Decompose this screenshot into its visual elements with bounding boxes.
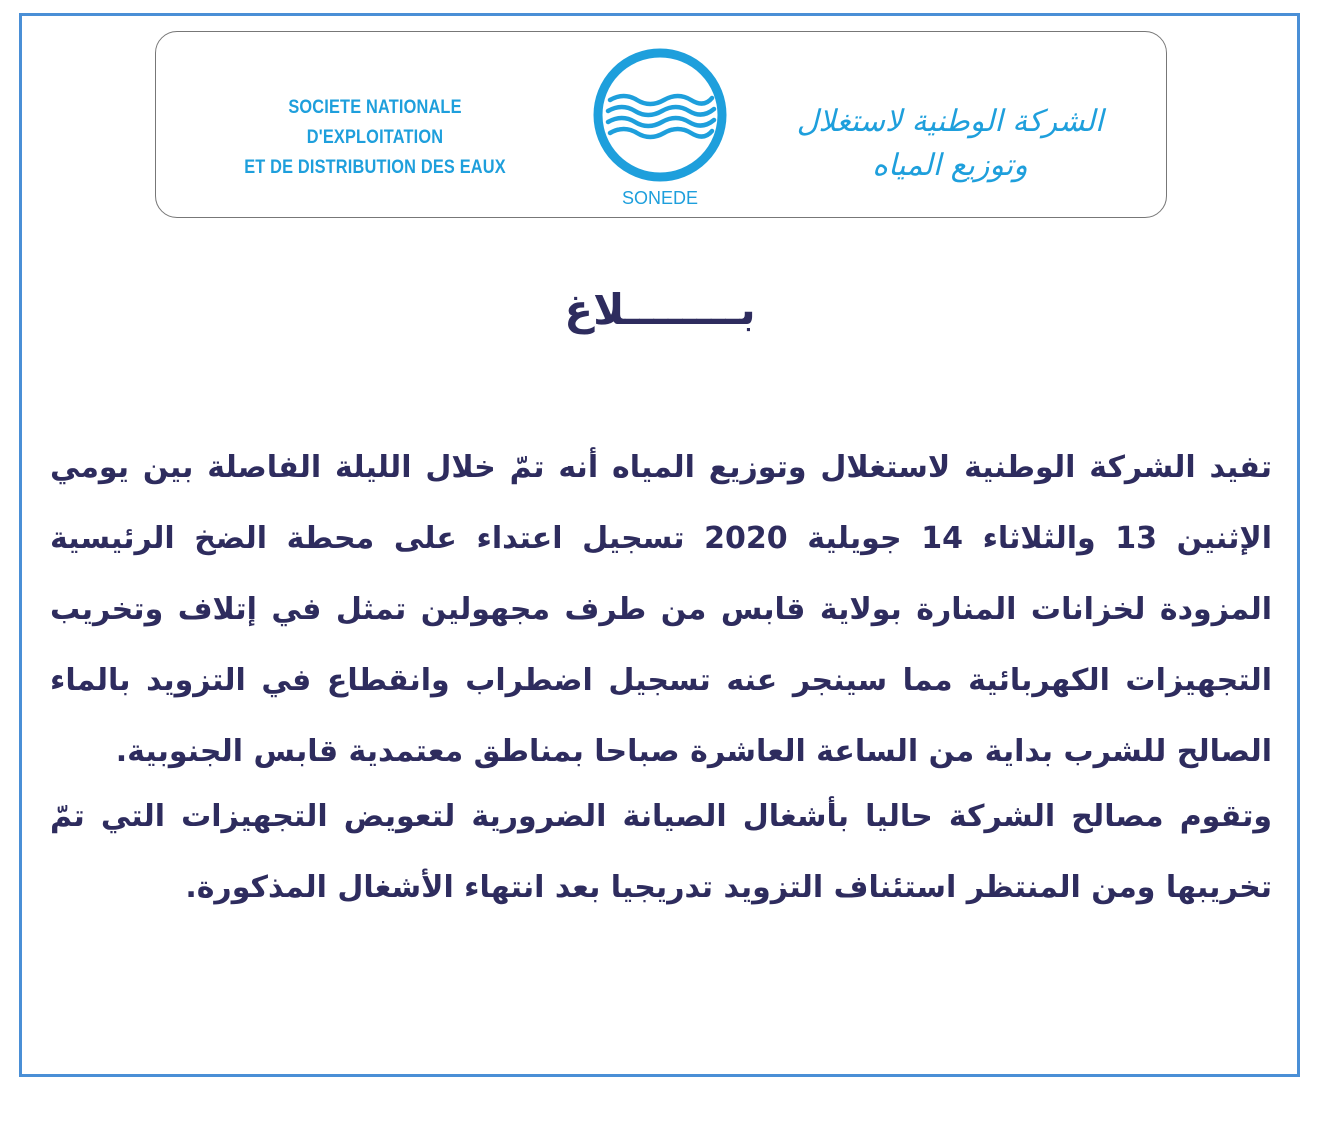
document-title: بــــــــلاغ [564, 285, 756, 334]
company-name-french-line1: SOCIETE NATIONALE D'EXPLOITATION [288, 97, 462, 148]
company-name-french-line2: ET DE DISTRIBUTION DES EAUX [244, 157, 506, 178]
paragraph-2: وتقوم مصالح الشركة حاليا بأشغال الصيانة الضرورية لتعويض التجهيزات التي تمّ تخريبها ومن المنتظر استئناف التزويد تدريجيا بعد انتهاء الأشغال المذكورة. [50, 799, 1272, 905]
logo-text: SONEDE [621, 188, 699, 208]
waves-circle-icon [590, 48, 730, 210]
paragraph-1: تفيد الشركة الوطنية لاستغلال وتوزيع المياه أنه تمّ خلال الليلة الفاصلة بين يومي الإثنين 13 والثلاثاء 14 جويلية 2020 تسجيل اعتداء على محطة الضخ الرئيسية المزودة لخزانات المنارة بولاية قابس من طرف مجهولين تمثل في إتلاف وتخريب التجهيزات الكهربائية مما سينجر عنه تسجيل اضطراب وانقطاع في التزويد بالماء الصالح للشرب بداية من الساعة العاشرة صباحا بمناطق معتمدية قابس الجنوبية. [50, 450, 1272, 769]
sonede-logo [590, 48, 730, 210]
announcement-body [50, 432, 1272, 923]
company-name-arabic: الشركة الوطنية لاستغلال وتوزيع المياه [796, 104, 1104, 183]
company-name-french [225, 93, 526, 183]
